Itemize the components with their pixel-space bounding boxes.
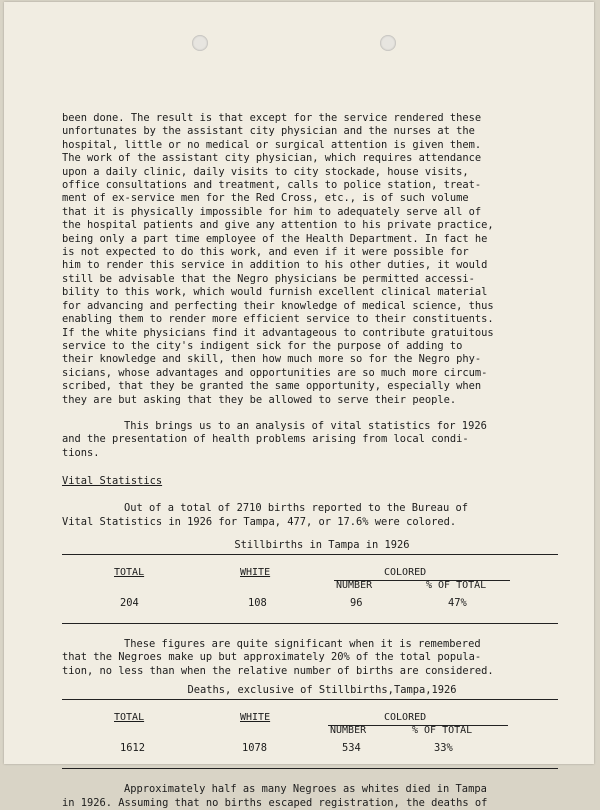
table-rule [62, 623, 558, 624]
table-header [62, 555, 558, 591]
table-rule [62, 768, 558, 769]
paragraph-vital-intro: This brings us to an analysis of vital statistics for 1926 and the presentation of health problems arising from local condi- tions. [62, 419, 487, 459]
cell-white: 108 [248, 596, 267, 609]
table-title: Deaths, exclusive of Stillbirths,Tampa,1926 [187, 684, 457, 697]
section-heading: Vital Statistics [62, 475, 163, 488]
col-total: TOTAL [114, 566, 145, 578]
cell-total: 1612 [120, 742, 146, 755]
paragraph-physicians: been done. The result is that except for the service rendered these unfortunates by the assistant city physician and the nurses at the hospital, little or no medical or surgical attention is given them. The work of the assistant city physician, which requires attendance upon a daily clinic, daily visits to city stockade, house visits, office consultations and treatment, calls to police station, treat- ment of ex-service men for the Red Cross, etc., is of such volume that it is physically impossible for him to adequately serve all of the hospital patients and give any attention to his private practice, being only a part time employee of the Health Department. In fact he is not expected to do this work, and even if it were possible for him to render this service in addition to his other duties, it would still be advisable that the Negro physicians be permitted accessi- bility to this work, which would furnish excellent clinical material for advancing and perfecting their knowledge of medical science, thus enabling them to render more efficient service to their constituents. If the white physicians find it advantageous to contribute gratuitous service to the city's indigent sick for the purpose of adding to their knowledge and skill, then how much more so for the Negro phy- sicians, whose advantages and opportunities are so much more circum- scribed, that they be granted the same opportunity, especially when they are but asking that they be allowed to serve their people. [62, 112, 494, 406]
table-row [62, 742, 558, 756]
cell-number: 534 [342, 742, 361, 755]
cell-percent: 33% [434, 742, 453, 755]
col-white: WHITE [240, 712, 271, 724]
punch-hole [380, 35, 396, 51]
cell-total: 204 [120, 596, 139, 609]
punch-hole [192, 35, 208, 51]
cell-percent: 47% [448, 596, 467, 609]
col-colored: COLORED [384, 566, 427, 578]
col-white: WHITE [240, 566, 271, 578]
col-number: NUMBER [330, 725, 367, 737]
col-number: NUMBER [336, 579, 373, 591]
cell-white: 1078 [242, 742, 268, 755]
col-percent: % OF TOTAL [412, 725, 473, 737]
col-percent: % OF TOTAL [426, 579, 487, 591]
deaths-table [62, 684, 558, 769]
col-colored: COLORED [384, 712, 427, 724]
paragraph-births: Out of a total of 2710 births reported to the Bureau of Vital Statistics in 1926 for Tampa, 477, or 17.6% were colored. [62, 502, 469, 528]
paragraph-deaths: Approximately half as many Negroes as whites died in Tampa in 1926. Assuming that no births escaped registration, the deaths of [62, 783, 488, 809]
col-total: TOTAL [114, 712, 145, 724]
paragraph-significance: These figures are quite significant when it is remembered that the Negroes make up but approximately 20% of the total popula- tion, no less than when the relative number of births are considered. [62, 637, 494, 677]
table-header [62, 700, 558, 736]
table-title: Stillbirths in Tampa in 1926 [234, 538, 410, 551]
cell-number: 96 [350, 596, 363, 609]
stillbirths-table [62, 539, 558, 624]
table-row [62, 597, 558, 611]
page-body [62, 112, 558, 810]
document-page [4, 2, 594, 809]
